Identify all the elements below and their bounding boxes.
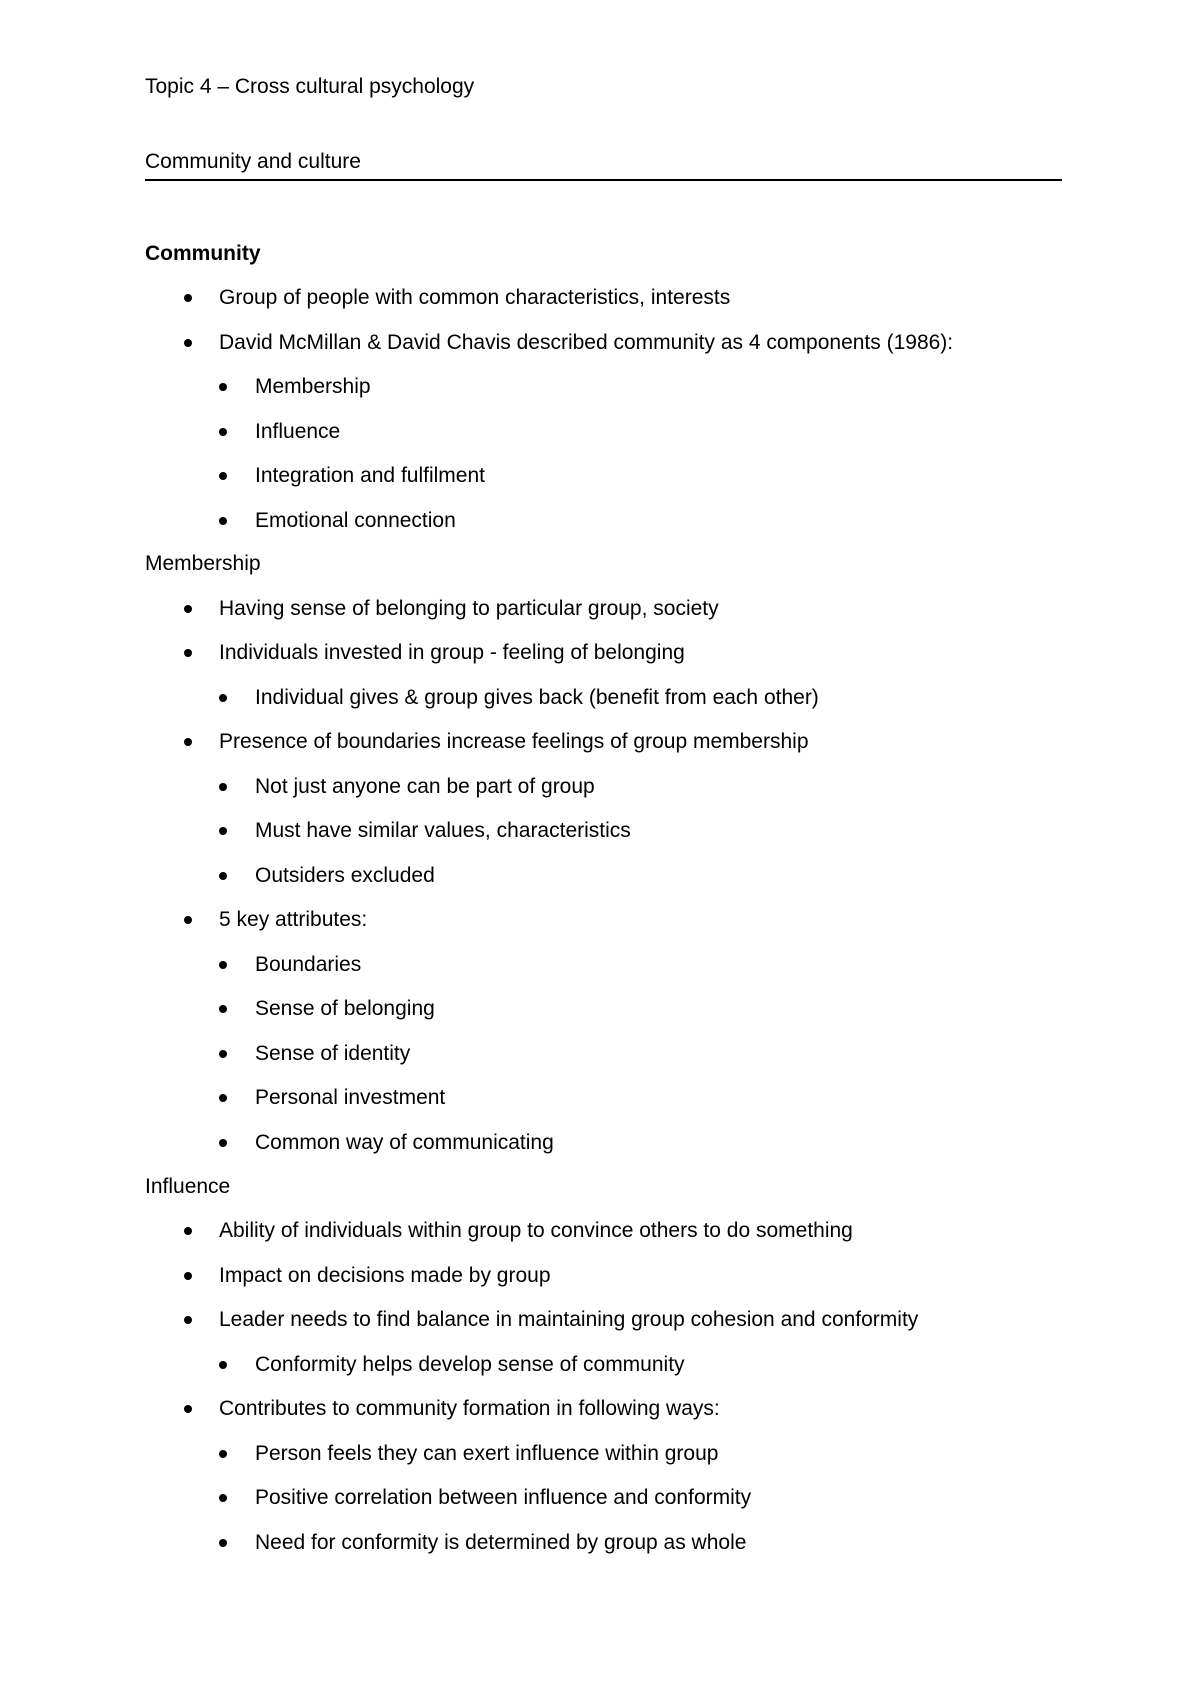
bullet-icon bbox=[219, 1139, 227, 1147]
bullet-icon bbox=[184, 339, 192, 347]
bullet-icon bbox=[184, 1316, 192, 1324]
heading-influence: Influence bbox=[145, 1175, 231, 1198]
section-subtitle: Community and culture bbox=[145, 149, 1062, 181]
bullet-icon bbox=[184, 1405, 192, 1413]
bullet-icon bbox=[219, 1361, 227, 1369]
bullet-icon bbox=[219, 1050, 227, 1058]
bullet-icon bbox=[184, 605, 192, 613]
bullet-icon bbox=[219, 961, 227, 969]
bullet-icon bbox=[219, 694, 227, 702]
bullet-icon bbox=[219, 472, 227, 480]
bullet-icon bbox=[184, 294, 192, 302]
heading-membership: Membership bbox=[145, 552, 261, 575]
bullet-icon bbox=[219, 428, 227, 436]
document-page: Topic 4 – Cross cultural psychology Community and culture Community Group of people with common characteristics, interests David McMillan & David Chavis described community as 4 components (1986): Membership Influence Integration and fulfilment Emotional connection Membership Having sense of belonging to particular group, society Individuals invested in group - feeling of belonging Individual gives & group gives back (benefit from each other) Presence of boundaries increase feelings of group membership Not just anyone can be part of group Must have similar values, characteristics Outsiders excluded 5 key attributes: Boundaries Sense of belonging Sense of identity Personal investment Common way of communicating Influence Ability of individuals within group to convince others to do something Impact on decisions made by group Leader needs to find balance in maintaining group cohesion and conformity Conformity helps develop sense of community Contributes to community formation in following ways: Person feels they can exert influence within group Positive correlation between influence and conformity Need for conformity is determined by group as whole bbox=[0, 0, 1200, 1698]
bullet-icon bbox=[219, 1094, 227, 1102]
bullet-icon bbox=[184, 738, 192, 746]
bullet-icon bbox=[219, 783, 227, 791]
bullet-icon bbox=[219, 827, 227, 835]
bullet-icon bbox=[219, 1450, 227, 1458]
bullet-icon bbox=[184, 1227, 192, 1235]
bullet-icon bbox=[219, 383, 227, 391]
bullet-icon bbox=[219, 1539, 227, 1547]
bullet-icon bbox=[219, 1494, 227, 1502]
bullet-icon bbox=[184, 916, 192, 924]
bullet-icon bbox=[219, 872, 227, 880]
bullet-icon bbox=[184, 649, 192, 657]
bullet-icon bbox=[219, 517, 227, 525]
bullet-icon bbox=[184, 1272, 192, 1280]
heading-community: Community bbox=[145, 242, 261, 265]
document-title: Topic 4 – Cross cultural psychology bbox=[145, 75, 475, 98]
bullet-icon bbox=[219, 1005, 227, 1013]
